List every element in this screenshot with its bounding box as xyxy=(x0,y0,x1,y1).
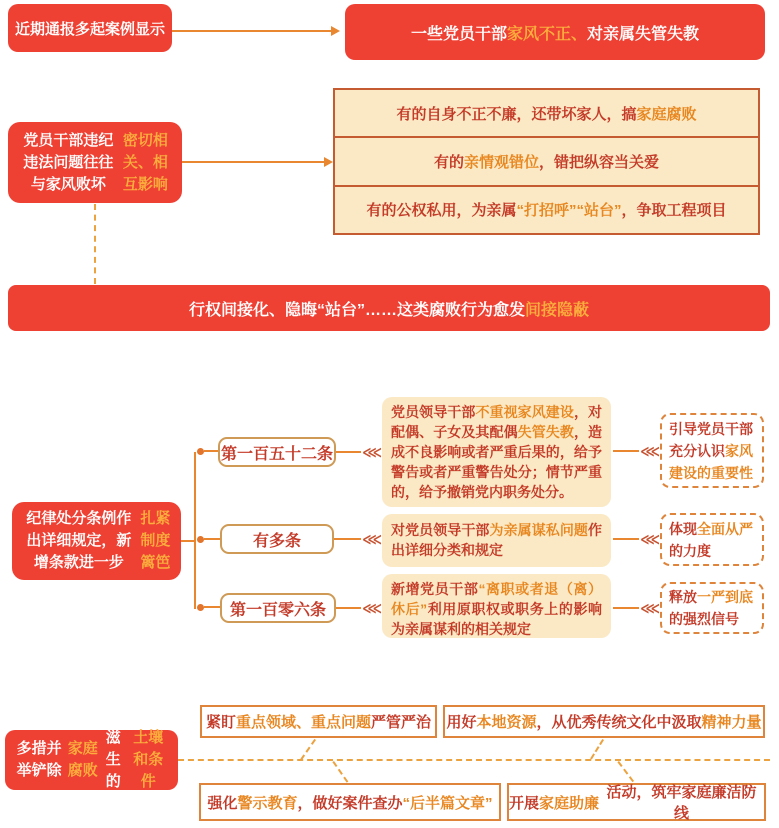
bracket-line xyxy=(194,452,196,609)
arrow-head-icon xyxy=(324,157,333,167)
finding-box: 一些党员干部 家风不正、 对亲属失管失教 xyxy=(345,4,765,60)
dashed-connector xyxy=(300,739,316,761)
bracket-line xyxy=(204,450,218,452)
link-connector xyxy=(613,600,658,616)
link-connector xyxy=(613,443,658,459)
dashed-connector xyxy=(332,761,348,783)
dashed-connector xyxy=(617,761,634,782)
dashed-connector xyxy=(178,759,770,761)
bracket-line xyxy=(181,540,195,542)
example-row: 有的自身不正不廉，还带坏家人，搞 家庭腐败 xyxy=(396,105,697,123)
arrow-head-icon xyxy=(331,26,340,36)
significance-box: 释放一严到底的强烈信号 xyxy=(660,582,764,634)
article-detail-box: 新增党员干部“离职或者退（离）休后”利用原职权或职务上的影响为亲属谋利的相关规定 xyxy=(382,574,611,638)
case-report-box: 近期通报多起案例显示 xyxy=(8,4,172,52)
triple-chevron-icon: ⋘ xyxy=(362,531,380,547)
triple-chevron-icon: ⋘ xyxy=(640,531,658,547)
example-row: 有的公权私用，为亲属 “打招呼”“站台” ，争取工程项目 xyxy=(335,185,758,233)
examples-panel xyxy=(333,88,760,235)
bracket-line xyxy=(204,606,220,608)
measures-lead-box: 多措并举铲除 家庭腐败 滋生的 土壤和条件 xyxy=(5,730,178,790)
regulation-intro-box: 纪律处分条例作出详细规定，新增条款进一步 扎紧制度篱笆 xyxy=(12,502,181,580)
branch-dot xyxy=(197,604,204,611)
triple-chevron-icon: ⋘ xyxy=(362,600,380,616)
arrow-line xyxy=(172,30,332,32)
dashed-connector xyxy=(94,204,96,284)
article-box-multi: 有多条 xyxy=(220,524,334,554)
triple-chevron-icon: ⋘ xyxy=(640,600,658,616)
triple-chevron-icon: ⋘ xyxy=(362,444,380,460)
measure-box: 强化 警示教育 ，做好案件查办 “后半篇文章” xyxy=(199,783,501,821)
branch-dot xyxy=(197,536,204,543)
article-detail-box: 对党员领导干部为亲属谋私问题作出详细分类和规定 xyxy=(382,514,611,567)
link-connector xyxy=(336,444,380,460)
trend-banner: 行权间接化、隐晦“站台”……这类腐败行为愈发 间接隐蔽 xyxy=(8,285,770,331)
measure-box: 开展 家庭助廉 活动，筑牢家庭廉洁防线 xyxy=(507,783,766,821)
significance-box: 体现全面从严的力度 xyxy=(660,513,764,566)
example-row: 有的 亲情观错位 ，错把纵容当关爱 xyxy=(335,136,758,184)
significance-box: 引导党员干部充分认识家风建设的重要性 xyxy=(660,413,764,488)
arrow-line xyxy=(182,161,325,163)
link-connector xyxy=(334,531,380,547)
measure-box: 用好 本地资源 ，从优秀传统文化中汲取 精神力量 xyxy=(443,705,765,738)
measure-box: 紧盯 重点领域、重点问题 严管严治 xyxy=(200,705,437,738)
dashed-connector xyxy=(590,739,604,760)
triple-chevron-icon: ⋘ xyxy=(640,443,658,459)
branch-dot xyxy=(197,448,204,455)
link-connector xyxy=(613,531,658,547)
article-box-106: 第一百零六条 xyxy=(220,593,336,623)
article-box-152: 第一百五十二条 xyxy=(218,437,336,467)
bracket-line xyxy=(204,538,220,540)
cause-box: 党员干部违纪违法问题往往与家风败坏 密切相关、相互影响 xyxy=(8,122,182,203)
link-connector xyxy=(336,600,380,616)
article-detail-box: 党员领导干部不重视家风建设，对配偶、子女及其配偶失管失教，造成不良影响或者严重后果的，给予警告或者严重警告处分；情节严重的，给予撤销党内职务处分。 xyxy=(382,397,611,507)
